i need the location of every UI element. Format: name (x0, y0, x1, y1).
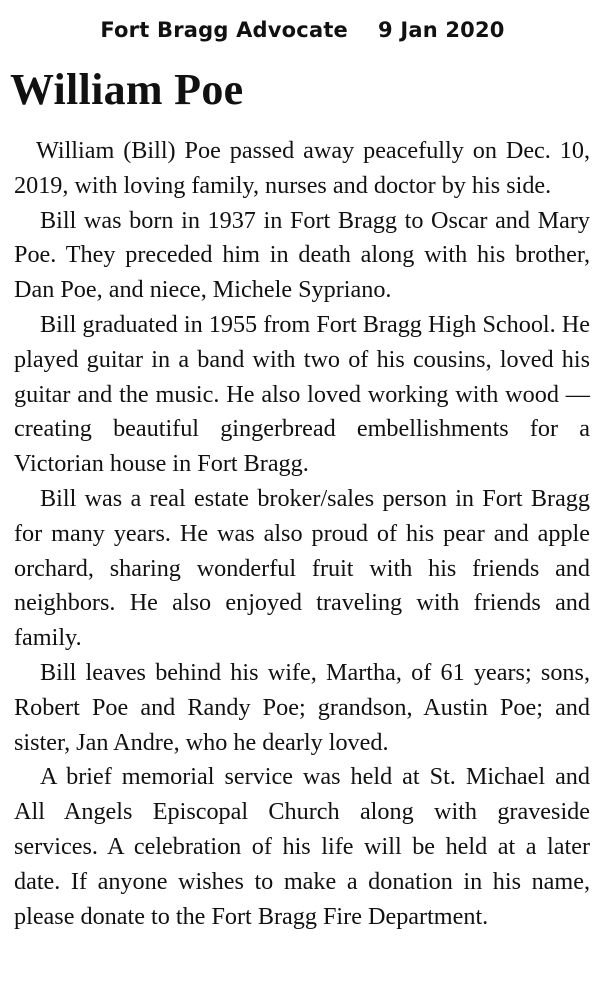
paragraph-survivors: Bill leaves behind his wife, Martha, of 61 years; sons, Robert Poe and Randy Poe; grandson, Austin Poe; and sister, Jan Andre, who he dearly loved. (14, 658, 590, 756)
clipping-header (0, 18, 605, 42)
paragraph-passing: William (Bill) Poe passed away peacefully on Dec. 10, 2019, with loving family, nurses and doctor by his side. (14, 137, 590, 199)
paragraph-services: A brief memorial service was held at St. Michael and All Angels Episcopal Church along with graveside services. A celebration of his life will be held at a later date. If anyone wishes to make a donation in his name, please donate to the Fort Bragg Fire Department. (14, 763, 590, 930)
paragraph-life: Bill graduated in 1955 from Fort Bragg High School. He played guitar in a band with two of his cousins, loved his guitar and the music. He also loved working with wood — creating beautiful gingerbread embellishments for a Victorian house in Fort Bragg. (14, 310, 590, 478)
article-title: William Poe (10, 65, 244, 114)
paragraph-career: Bill was a real estate broker/sales person in Fort Bragg for many years. He was also proud of his pear and apple orchard, sharing wonderful fruit with his friends and neighbors. He also enjoyed traveling with friends and family. (14, 484, 590, 652)
article-body (14, 134, 590, 934)
publication-date: 9 Jan 2020 (378, 18, 505, 42)
paragraph-birth: Bill was born in 1937 in Fort Bragg to Oscar and Mary Poe. They preceded him in death along with his brother, Dan Poe, and niece, Michele Sypriano. (14, 206, 590, 304)
publication-name: Fort Bragg Advocate (100, 18, 348, 42)
